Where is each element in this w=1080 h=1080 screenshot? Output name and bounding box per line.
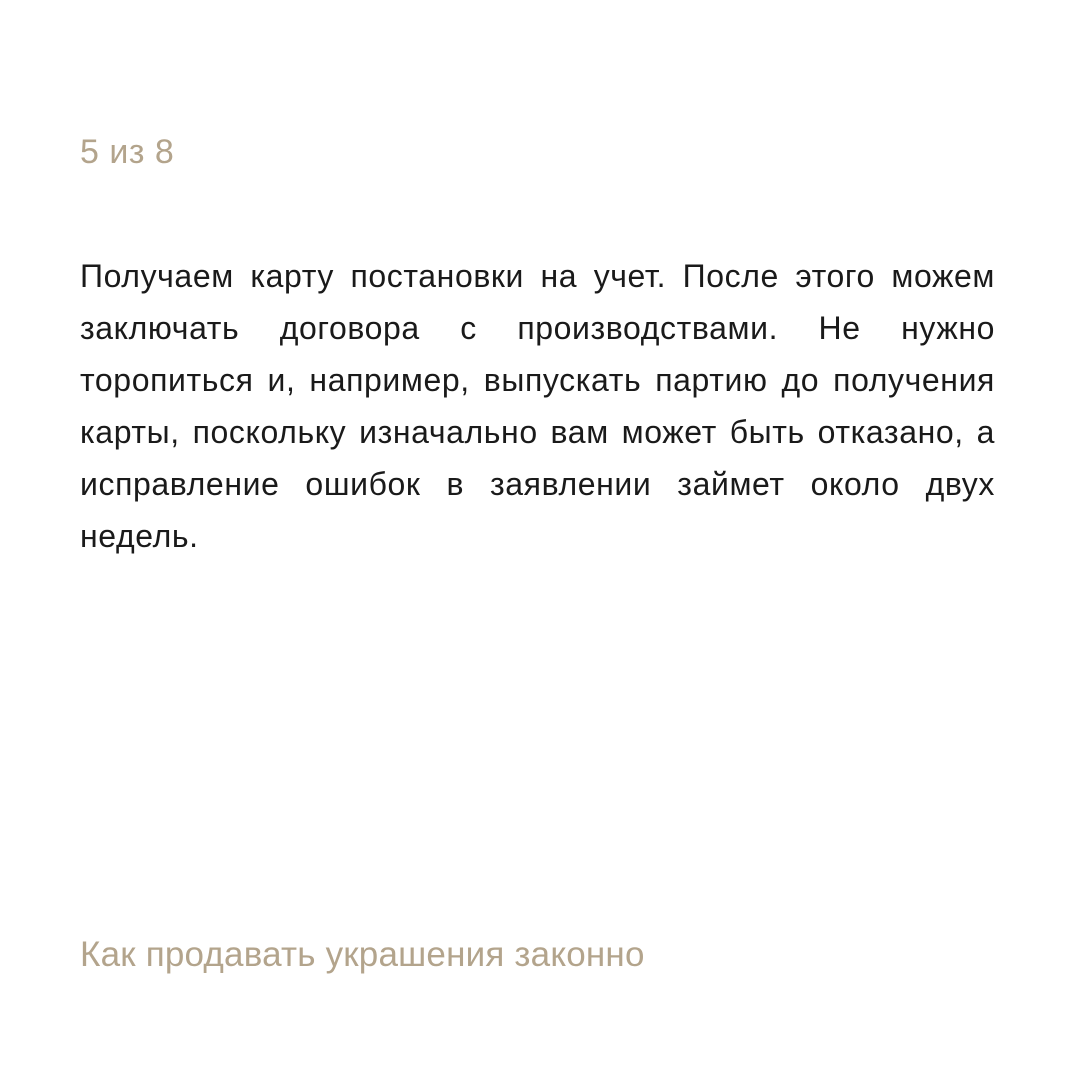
slide-body-text: Получаем карту постановки на учет. После этого можем заключать договора с производствами. Не нужно торопиться и, например, выпускать партию до получения карты, поскольку изначально вам может быть отказано, а исправление ошибок в заявлении займет около двух недель. — [80, 258, 995, 554]
slide-counter: 5 из 8 — [80, 133, 175, 171]
series-title: Как продавать украшения законно — [80, 935, 645, 974]
